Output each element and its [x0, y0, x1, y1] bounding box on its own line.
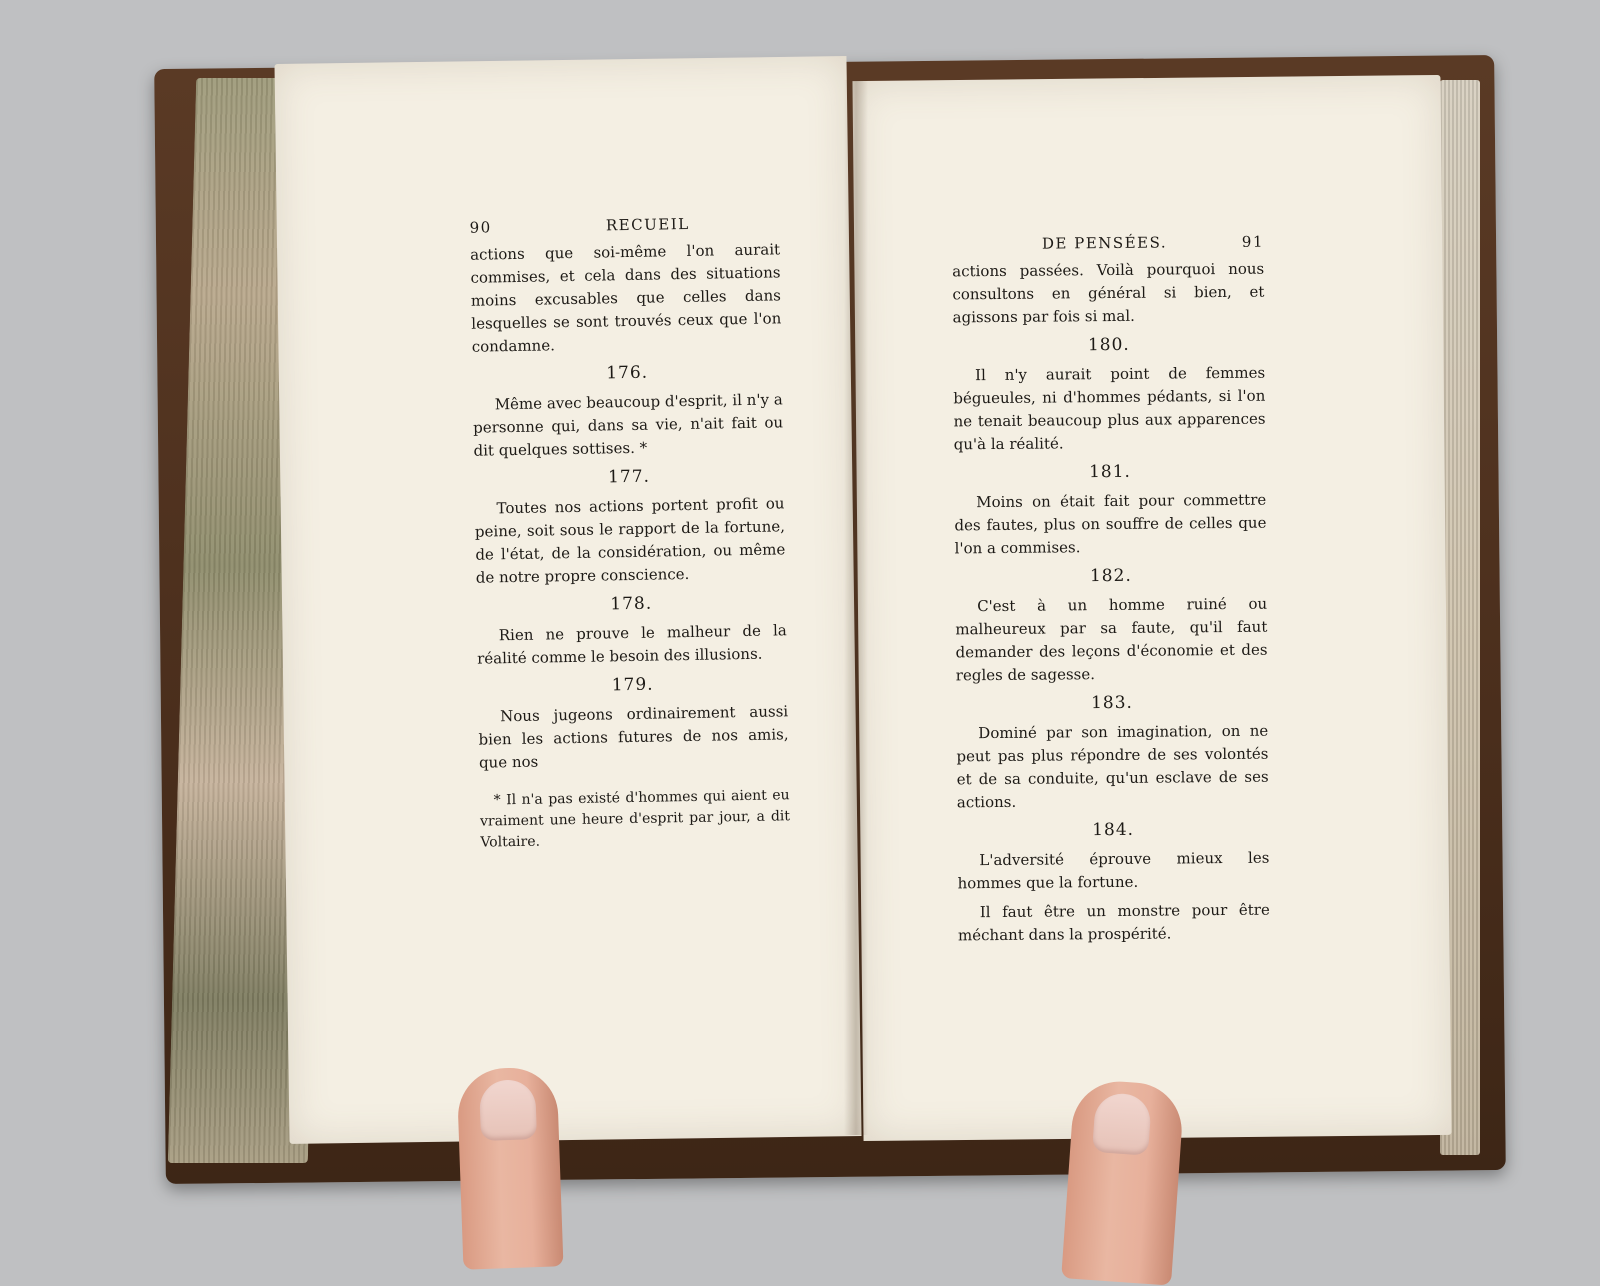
maxim-number: 182. — [1089, 565, 1132, 587]
closing-maxim: Il faut être un monstre pour être méchant dans la prospérité. — [957, 900, 1270, 945]
maxim-text: Dominé par son imagination, on ne peut pas plus répondre de ses volontés et de sa conduite, qu'un esclave de ses actions. — [956, 721, 1269, 812]
right-page-header — [952, 231, 1264, 257]
maxim-number: 184. — [1092, 819, 1135, 841]
thumbnail-nail — [1092, 1092, 1152, 1156]
left-running-head: RECUEIL — [605, 214, 690, 235]
maxim-text: Toutes nos actions portent profit ou peine, soit sous le rapport de la fortune, de l'état, de la considération, ou même de notre propre conscience. — [474, 494, 786, 587]
maxim-text: Moins on était fait pour commettre des fautes, plus on souffre de celles que l'on a commises. — [954, 490, 1267, 558]
right-page-number: 91 — [1241, 232, 1265, 251]
footnote-text: * Il n'a pas existé d'hommes qui aient eu vraiment une heure d'esprit par jour, a dit Voltaire. — [479, 787, 791, 851]
maxim-number: 176. — [606, 362, 649, 384]
left-thumb — [457, 1066, 564, 1269]
maxim-number: 181. — [1088, 461, 1131, 483]
right-thumb — [1061, 1078, 1185, 1285]
footnote — [479, 785, 790, 853]
maxim-text: C'est à un homme ruiné ou malheureux par sa faute, qu'il faut demander des leçons d'économie et des regles de sagesse. — [955, 594, 1268, 685]
maxim-number: 179. — [611, 674, 654, 696]
left-page-text — [469, 211, 790, 853]
maxim-text: Il n'y aurait point de femmes bégueules, ni d'hommes pédants, si l'on ne tenait beaucoup plus aux apparences qu'à la réalité. — [953, 363, 1266, 454]
left-page-header — [469, 211, 779, 239]
maxim-text: Nous jugeons ordinairement aussi bien les actions futures de nos amis, que nos — [478, 702, 789, 772]
maxim-number: 178. — [610, 593, 653, 615]
thumbnail-nail — [479, 1079, 537, 1141]
right-page-text — [952, 231, 1270, 948]
maxim-text: L'adversité éprouve mieux les hommes que la fortune. — [957, 848, 1270, 893]
maxim-number: 177. — [607, 466, 651, 488]
left-page-number: 90 — [469, 218, 492, 237]
book-gutter — [844, 80, 868, 1135]
left-continuation: actions que soi-même l'on aurait commises, et cela dans des situations moins excusables que celles dans lesquelles se sont trouvés ceux que l'on condamne. — [469, 240, 782, 356]
maxim-text: Même avec beaucoup d'esprit, il n'y a personne qui, dans sa vie, n'ait fait ou dit quelques sottises. * — [472, 390, 784, 460]
right-continuation: actions passées. Voilà pourquoi nous consultons en général si bien, et agissons par fois si mal. — [952, 259, 1265, 327]
maxim-number: 183. — [1090, 692, 1134, 714]
maxim-text: Rien ne prouve le malheur de la réalité comme le besoin des illusions. — [477, 621, 787, 668]
right-running-head: DE PENSÉES. — [1041, 233, 1168, 253]
maxim-number: 180. — [1087, 334, 1130, 356]
